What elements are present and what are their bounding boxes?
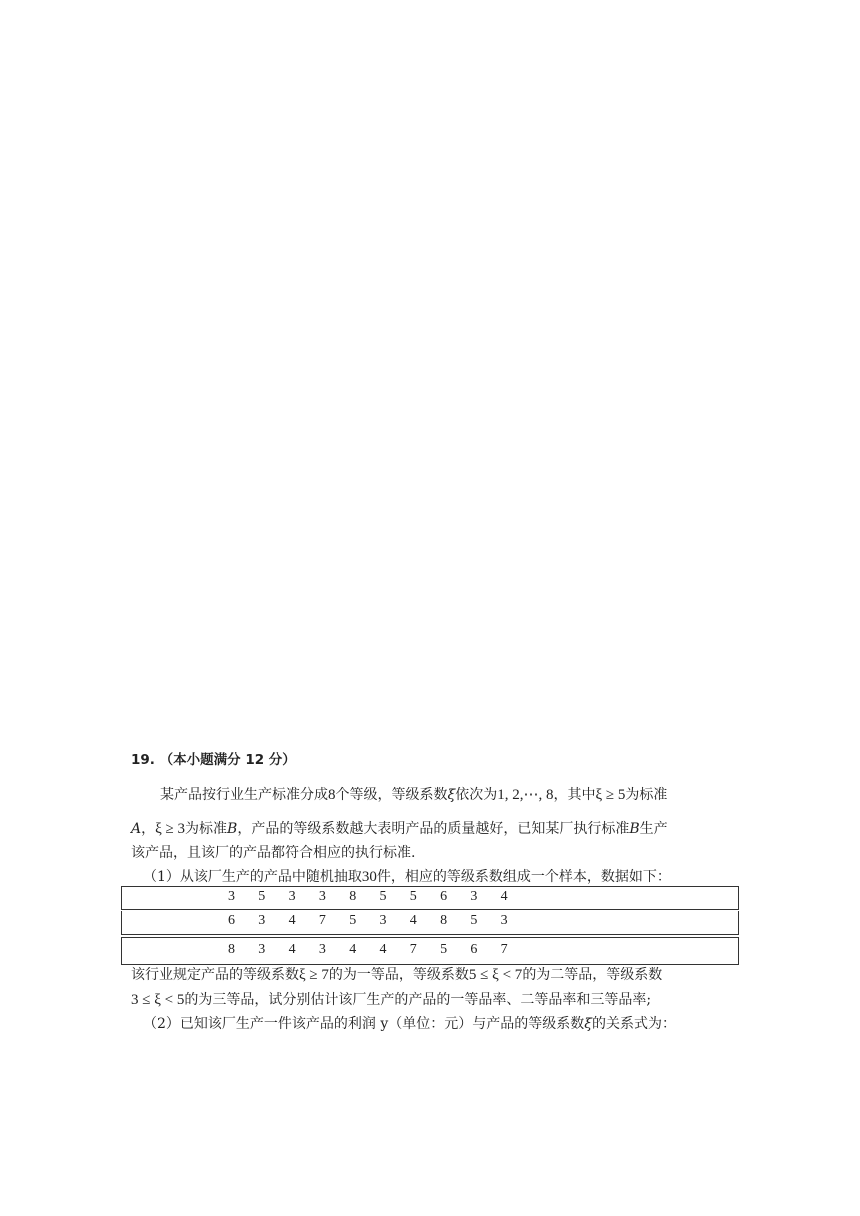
part1-rule-line2 xyxy=(131,990,651,1010)
table-cell: 5 xyxy=(258,889,266,904)
table-cell: 4 xyxy=(288,942,296,957)
table-cell: 4 xyxy=(409,913,417,928)
table-cell: 3 xyxy=(228,889,235,904)
table-cell: 4 xyxy=(288,913,296,928)
table-cell: 7 xyxy=(318,913,326,928)
math-condition: ξ ≥ 5 xyxy=(595,787,626,803)
text: 的为三等品，试分别估计该厂生产的产品的一等品率、二等品率和三等品率; xyxy=(184,992,652,1008)
text: 的为二等品，等级系数 xyxy=(522,967,663,983)
question-intro xyxy=(160,785,667,805)
question-line2 xyxy=(131,819,668,839)
text: 件，相应的等级系数组成一个样本，数据如下： xyxy=(376,869,671,885)
table-cell: 5 xyxy=(349,913,357,928)
text: 的为一等品，等级系数 xyxy=(328,967,469,983)
table-cell: 3 xyxy=(500,913,508,928)
table-cell: 3 xyxy=(318,942,326,957)
table-row xyxy=(121,911,739,935)
question-line3: 该产品，且该厂的产品都符合相应的执行标准. xyxy=(131,845,416,861)
table-cell: 5 xyxy=(379,889,387,904)
math-sequence: 1, 2,⋯, 8 xyxy=(497,787,554,803)
table-cell: 5 xyxy=(470,913,478,928)
table-cell: 5 xyxy=(440,942,448,957)
table-cell: 3 xyxy=(288,889,296,904)
math-condition: ξ ≥ 3 xyxy=(155,821,186,837)
math-condition: 5 ≤ ξ < 7 xyxy=(468,967,523,983)
text: ，产品的等级系数越大表明产品的质量越好，已知某厂执行标准 xyxy=(237,821,630,837)
math-symbol: A xyxy=(131,821,142,837)
table-cell: 3 xyxy=(258,942,266,957)
table-cell: 7 xyxy=(500,942,508,957)
table-cell: 5 xyxy=(409,889,417,904)
table-cell: 3 xyxy=(318,889,326,904)
table-cell: 7 xyxy=(409,942,417,957)
table-cell: 8 xyxy=(228,942,235,957)
math-symbol: ξ xyxy=(584,1016,592,1032)
text: 某产品按行业生产标准分成 xyxy=(160,787,328,803)
table-cell: 4 xyxy=(349,942,357,957)
text: ， xyxy=(141,821,156,837)
table-cell: 4 xyxy=(379,942,387,957)
table-row xyxy=(121,886,739,910)
table-cell: 6 xyxy=(228,913,235,928)
part2-intro xyxy=(143,1014,676,1034)
table-cell: 3 xyxy=(379,913,387,928)
number: 30 xyxy=(361,869,377,885)
table-cell: 6 xyxy=(470,942,478,957)
number: 8 xyxy=(328,787,336,803)
text: （2）已知该厂生产一件该产品的利润 y（单位：元）与产品的等级系数 xyxy=(143,1016,585,1032)
table-cell: 8 xyxy=(349,889,357,904)
text: ，其中 xyxy=(553,787,596,803)
text: 的关系式为： xyxy=(591,1016,676,1032)
text: 该行业规定产品的等级系数 xyxy=(131,967,299,983)
text: 生产 xyxy=(639,821,668,837)
text: 为标准 xyxy=(185,821,228,837)
part1-rule-line1 xyxy=(131,965,662,985)
text: （1）从该厂生产的产品中随机抽取 xyxy=(143,869,362,885)
table-cell: 3 xyxy=(470,889,478,904)
text: 个等级，等级系数 xyxy=(335,787,448,803)
table-cell: 3 xyxy=(258,913,266,928)
text: 依次为 xyxy=(455,787,498,803)
math-condition: 3 ≤ ξ < 5 xyxy=(131,992,185,1008)
math-symbol: B xyxy=(227,821,238,837)
math-symbol: B xyxy=(629,821,640,837)
math-condition: ξ ≥ 7 xyxy=(299,967,329,983)
table-cell: 8 xyxy=(440,913,448,928)
table-cell: 6 xyxy=(440,889,448,904)
part1-intro xyxy=(143,867,671,887)
question-title: 19. （本小题满分 12 分） xyxy=(131,752,296,768)
math-symbol: ξ xyxy=(447,787,456,803)
table-row xyxy=(121,937,739,965)
text: 为标准 xyxy=(625,787,668,803)
table-cell: 4 xyxy=(500,889,508,904)
